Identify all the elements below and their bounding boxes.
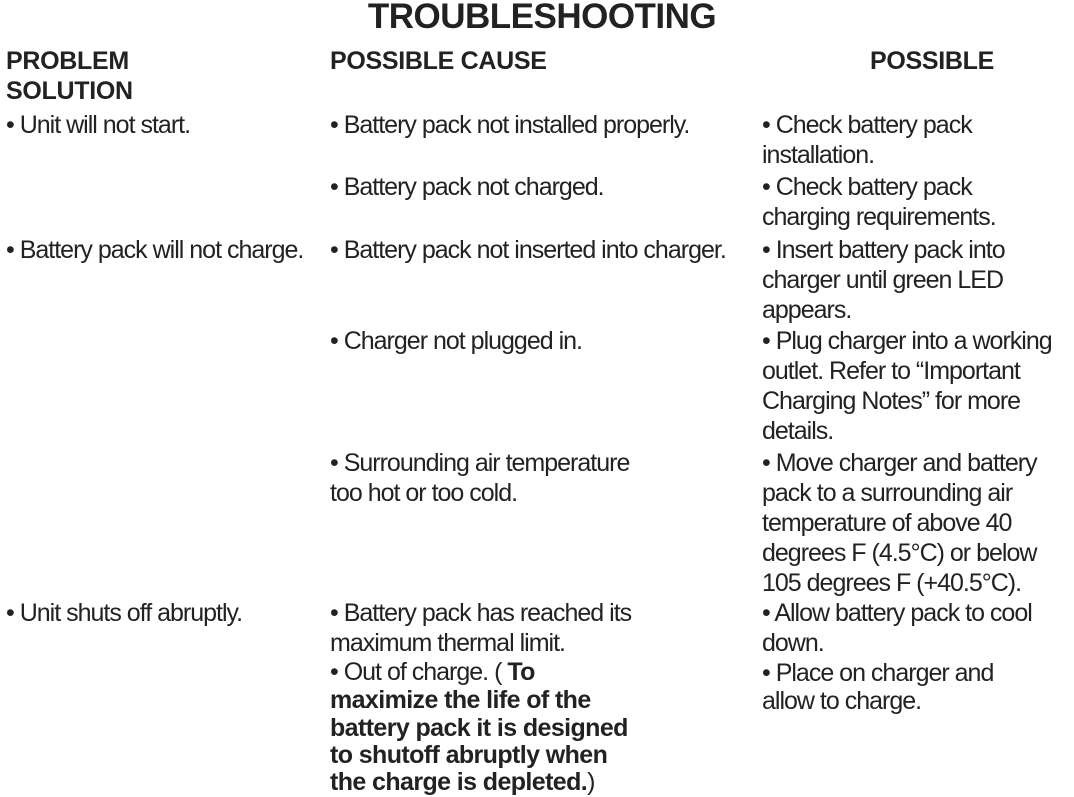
row3-solution-1-line2: down. — [762, 629, 824, 657]
page-title: TROUBLESHOOTING — [367, 0, 717, 36]
row2-solution-3-line2: pack to a surrounding air — [762, 479, 1013, 507]
row2-solution-1-line1: • Insert battery pack into — [762, 236, 1005, 264]
row2-solution-2-line1: • Plug charger into a working — [762, 327, 1052, 355]
row3-cause-2-tail: ) — [587, 768, 595, 796]
header-possible-cause: POSSIBLE CAUSE — [330, 47, 547, 75]
row1-solution-2-line1: • Check battery pack — [762, 173, 972, 201]
row1-problem: • Unit will not start. — [6, 111, 191, 139]
row2-solution-3-line5: 105 degrees F (+40.5°C). — [762, 569, 1022, 597]
row3-cause-1-line1: • Battery pack has reached its — [330, 599, 632, 627]
header-problem-solution: SOLUTION — [6, 77, 133, 105]
row2-solution-1-line2: charger until green LED — [762, 266, 1004, 294]
row1-solution-1-line1: • Check battery pack — [762, 111, 972, 139]
row2-solution-3-line4: degrees F (4.5°C) or below — [762, 539, 1037, 567]
row2-solution-1-line3: appears. — [762, 296, 852, 324]
row2-cause-1: • Battery pack not inserted into charger. — [330, 236, 726, 264]
row2-cause-3-line1: • Surrounding air temperature — [330, 449, 630, 477]
row3-solution-2-line1: • Place on charger and — [762, 659, 994, 687]
row1-solution-2-line2: charging requirements. — [762, 203, 996, 231]
row1-cause-2: • Battery pack not charged. — [330, 173, 604, 201]
row1-solution-1-line2: installation. — [762, 141, 875, 169]
row3-cause-2-line1 — [330, 657, 535, 687]
row3-cause-1-line2: maximum thermal limit. — [330, 629, 565, 657]
row3-solution-1-line1: • Allow battery pack to cool — [762, 599, 1032, 627]
row2-solution-3-line1: • Move charger and battery — [762, 449, 1037, 477]
row3-cause-2-bold-5: the charge is depleted. — [330, 768, 588, 796]
header-problem: PROBLEM — [6, 47, 129, 75]
row3-cause-2-bold-1: To — [507, 658, 535, 686]
row3-problem: • Unit shuts off abruptly. — [6, 599, 243, 627]
header-possible-solution: POSSIBLE — [870, 47, 995, 75]
row3-cause-2-bold-5-line — [330, 767, 594, 797]
row3-cause-2-bold-3: battery pack it is designed — [330, 714, 628, 742]
row2-cause-3-line2: too hot or too cold. — [330, 479, 518, 507]
row3-solution-2-line2: allow to charge. — [762, 687, 922, 715]
row1-cause-1: • Battery pack not installed properly. — [330, 111, 690, 139]
row2-cause-2: • Charger not plugged in. — [330, 327, 582, 355]
row2-solution-2-line4: details. — [762, 417, 834, 445]
row3-cause-2-lead: • Out of charge. ( — [330, 658, 508, 686]
row2-solution-2-line3: Charging Notes” for more — [762, 387, 1021, 415]
row3-cause-2-bold-2: maximize the life of the — [330, 686, 591, 714]
row2-solution-3-line3: temperature of above 40 — [762, 509, 1012, 537]
row2-problem: • Battery pack will not charge. — [6, 236, 304, 264]
row3-cause-2-bold-4: to shutoff abruptly when — [330, 741, 608, 769]
row2-solution-2-line2: outlet. Refer to “Important — [762, 357, 1020, 385]
